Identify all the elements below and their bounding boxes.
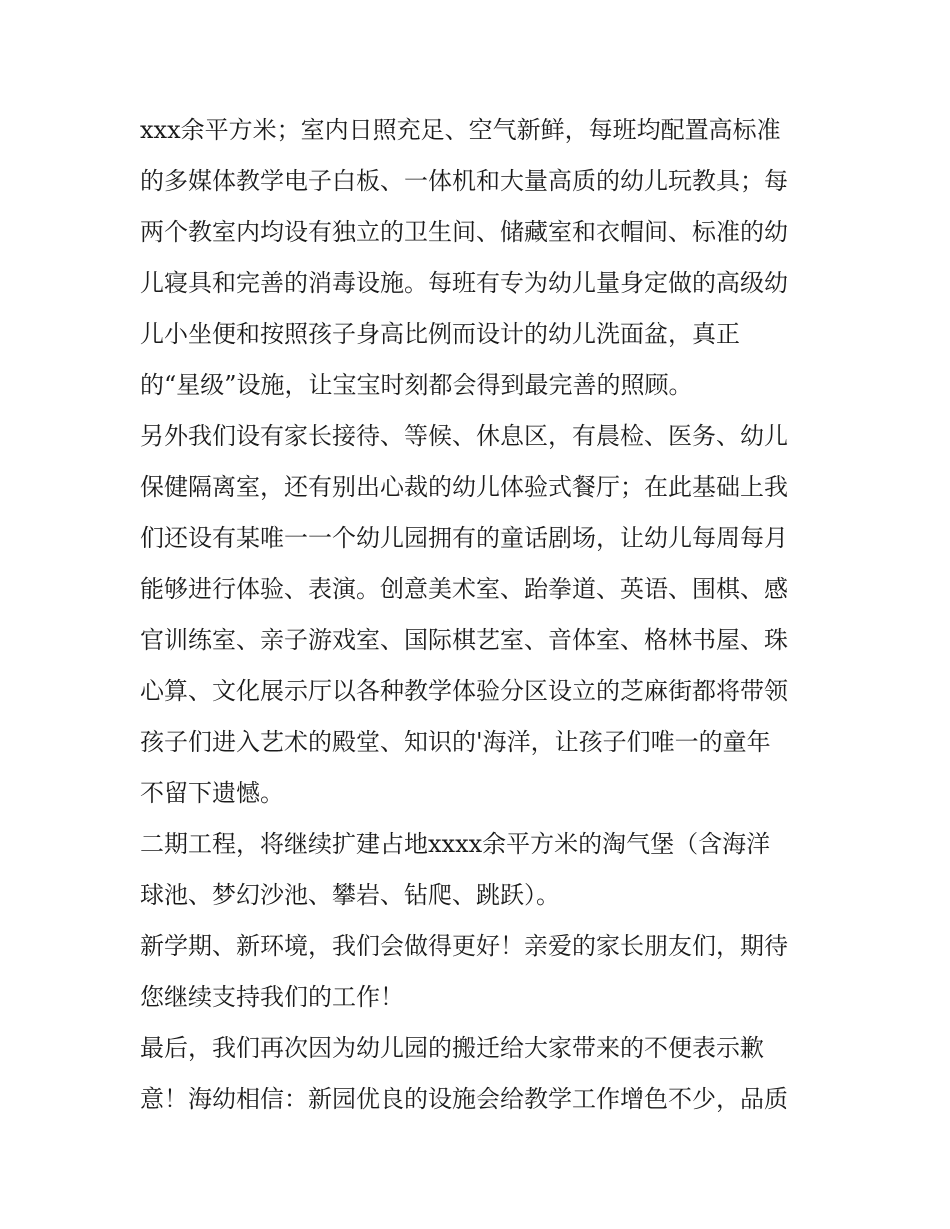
text-line: 们还设有某唯一一个幼儿园拥有的童话剧场，让幼儿每周每月 bbox=[140, 524, 788, 552]
text-line: 官训练室、亲子游戏室、国际棋艺室、音体室、格林书屋、珠 bbox=[140, 626, 788, 654]
text-line: 儿寝具和完善的消毒设施。每班有专为幼儿量身定做的高级幼 bbox=[140, 269, 788, 297]
text-line: 能够进行体验、表演。创意美术室、跆拳道、英语、围棋、感 bbox=[140, 575, 788, 603]
text-line: 球池、梦幻沙池、攀岩、钻爬、跳跃）。 bbox=[140, 881, 560, 909]
text-line: 您继续支持我们的工作！ bbox=[140, 983, 404, 1011]
text-line: 孩子们进入艺术的殿堂、知识的'海洋，让孩子们唯一的童年 bbox=[140, 728, 771, 756]
text-line: 新学期、新环境，我们会做得更好！亲爱的家长朋友们，期待 bbox=[140, 932, 788, 960]
text-line: xxx余平方米；室内日照充足、空气新鲜，每班均配置高标准 bbox=[140, 116, 781, 144]
document-body bbox=[140, 105, 820, 1125]
text-line: 意！海幼相信：新园优良的设施会给教学工作增色不少，品质 bbox=[140, 1085, 788, 1113]
text-line: 保健隔离室，还有别出心裁的幼儿体验式餐厅；在此基础上我 bbox=[140, 473, 788, 501]
text-line: 心算、文化展示厅以各种教学体验分区设立的芝麻街都将带领 bbox=[140, 677, 788, 705]
text-line: 另外我们设有家长接待、等候、休息区，有晨检、医务、幼儿 bbox=[140, 422, 788, 450]
text-line: 的多媒体教学电子白板、一体机和大量高质的幼儿玩教具；每 bbox=[140, 167, 788, 195]
text-line: 的“星级”设施，让宝宝时刻都会得到最完善的照顾。 bbox=[140, 371, 693, 399]
text-line: 不留下遗憾。 bbox=[140, 779, 284, 807]
text-line: 儿小坐便和按照孩子身高比例而设计的幼儿洗面盆，真正 bbox=[140, 320, 740, 348]
text-line: 两个教室内均设有独立的卫生间、储藏室和衣帽间、标准的幼 bbox=[140, 218, 788, 246]
text-line: 最后，我们再次因为幼儿园的搬迁给大家带来的不便表示歉 bbox=[140, 1034, 764, 1062]
text-line: 二期工程，将继续扩建占地xxxx余平方米的淘气堡（含海洋 bbox=[140, 830, 771, 858]
